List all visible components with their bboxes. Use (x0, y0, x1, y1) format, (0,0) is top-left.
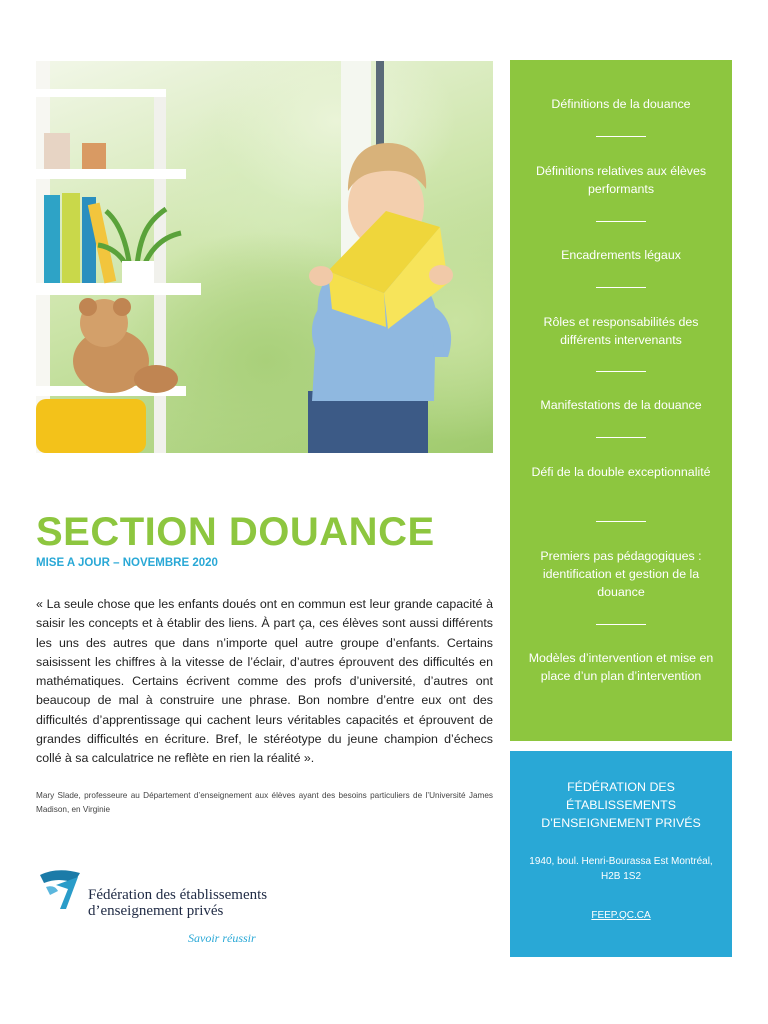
contact-box (510, 751, 732, 957)
sidebar-item-eleves-performants[interactable]: Définitions relatives aux élèves performants (535, 164, 707, 196)
sidebar-nav (510, 60, 732, 741)
update-subtitle: MISE A JOUR – NOVEMBRE 2020 (36, 557, 218, 569)
sidebar-divider (596, 437, 646, 438)
sidebar-item-premiers-pas[interactable]: Premiers pas pédagogiques : identification et gestion de la douance (540, 549, 702, 599)
hero-photo-illustration (36, 61, 493, 453)
feep-logo-icon (38, 865, 88, 915)
sidebar-divider (596, 624, 646, 625)
sidebar-divider (596, 521, 646, 522)
feep-logo (38, 865, 278, 955)
sidebar-divider (596, 221, 646, 222)
sidebar-item-double-exceptionnalite[interactable]: Défi de la double exceptionnalité (531, 465, 711, 479)
sidebar-divider (596, 136, 646, 137)
hero-photo (36, 61, 493, 453)
logo-text-line2: d’enseignement privés (88, 903, 224, 919)
sidebar-divider (596, 287, 646, 288)
logo-tagline: Savoir réussir (188, 931, 256, 945)
logo-text-line1: Fédération des établissements (88, 887, 268, 903)
sidebar-item-encadrements-legaux[interactable]: Encadrements légaux (561, 248, 681, 262)
sidebar-item-definitions-douance[interactable]: Définitions de la douance (551, 97, 691, 111)
website-link[interactable]: FEEP.QC.CA (591, 910, 651, 921)
sidebar-divider (596, 371, 646, 372)
quote-attribution: Mary Slade, professeure au Département d’enseignement aux élèves ayant des besoins particuliers de l’Université James Madison, en Virginie (36, 791, 493, 814)
org-address: 1940, boul. Henri-Bourassa Est Montréal, H2B 1S2 (529, 856, 713, 882)
sidebar-item-manifestations[interactable]: Manifestations de la douance (540, 398, 702, 412)
page-title: SECTION DOUANCE (36, 510, 435, 554)
sidebar-item-modeles-intervention[interactable]: Modèles d’intervention et mise en place d’un plan d’intervention (528, 651, 714, 683)
sidebar-item-roles-responsabilites[interactable]: Rôles et responsabilités des différents intervenants (543, 315, 699, 347)
org-name: FÉDÉRATION DES ÉTABLISSEMENTS D’ENSEIGNEMENT PRIVÉS (541, 780, 701, 830)
quote-text: « La seule chose que les enfants doués ont en commun est leur grande capacité à saisir les concepts et à établir des liens. À part ça, ces élèves sont aussi différents les uns des autres que dans n’importe quel autre groupe d’enfants. Certains saisissent les chiffres à la vitesse de l’éclair, d’autres éprouvent des difficultés en mathématiques. Certains écrivent comme des profs d’université, d’autres ont beaucoup de mal à construire une phrase. Bon nombre d’entre eux ont des difficultés d’apprentissage qui cachent leurs véritables capacités et éprouvent de grandes difficultés en écriture. Bref, le stéréotype du jeune champion d’échecs collé à sa calculatrice ne reflète en rien la réalité ». (36, 597, 493, 766)
